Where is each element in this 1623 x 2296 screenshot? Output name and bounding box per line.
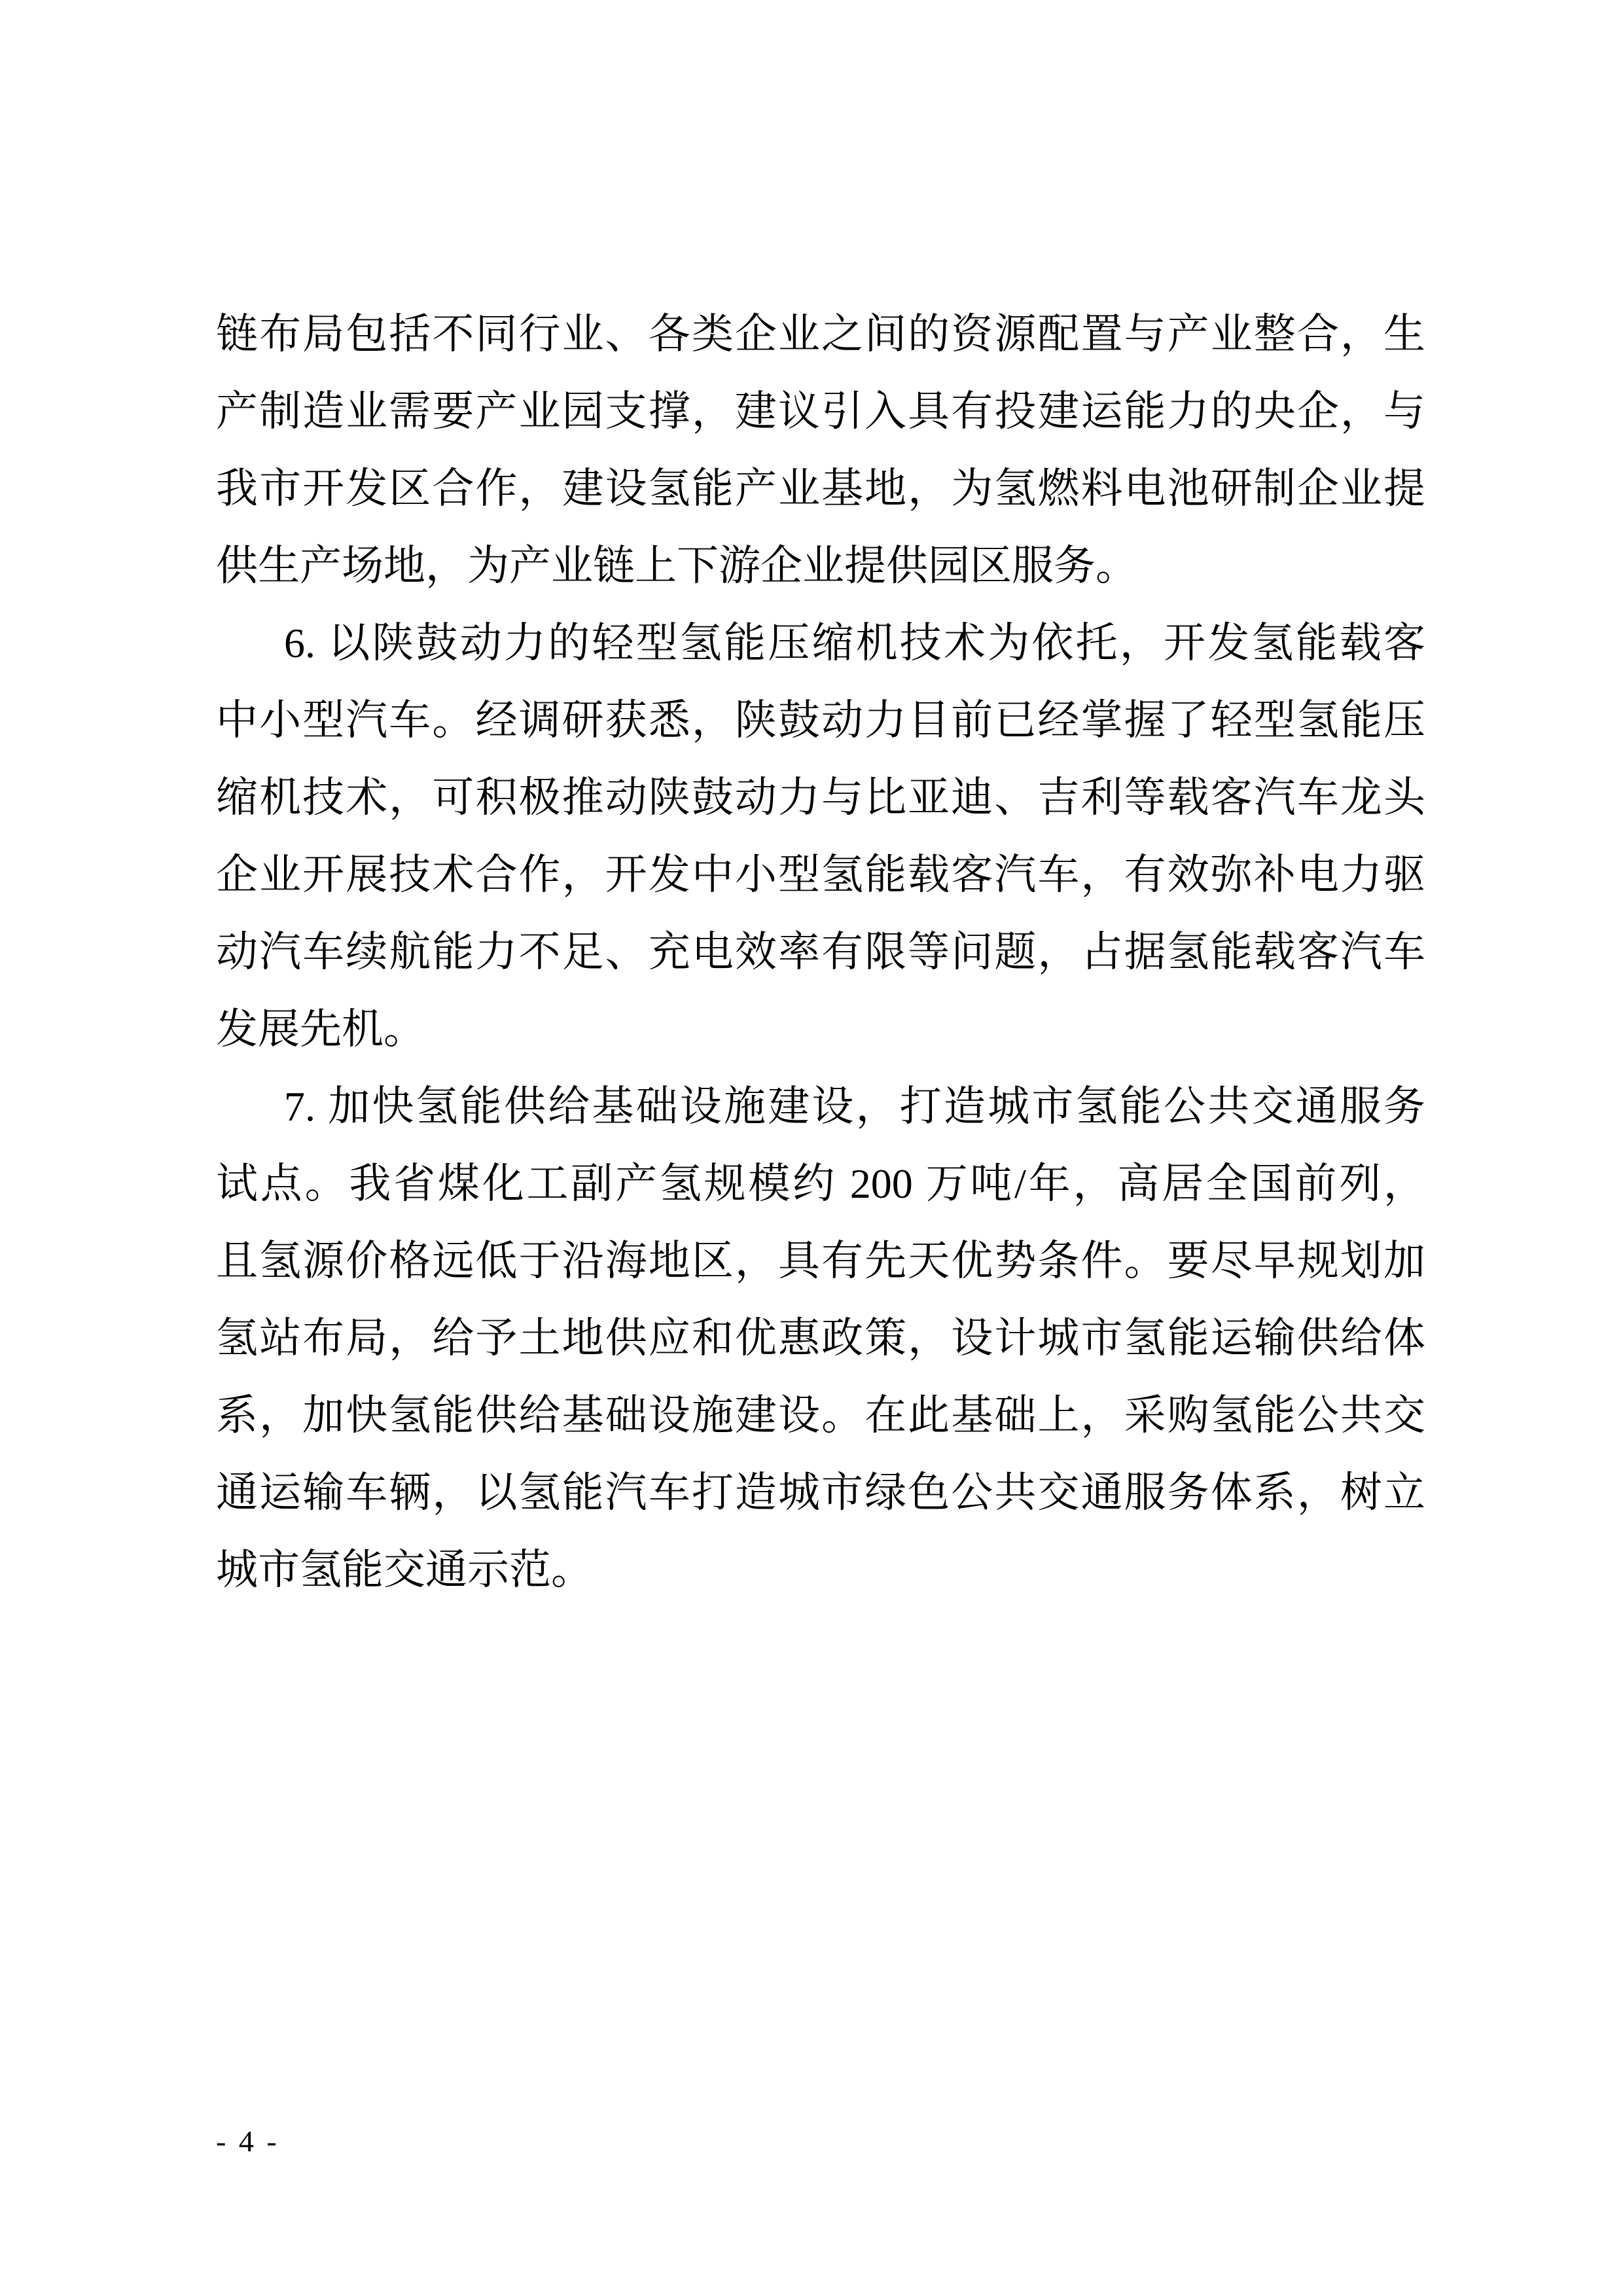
body-line: 动汽车续航能力不足、充电效率有限等问题，占据氢能载客汽车 [216,929,1425,975]
body-line-item-6-start: 6. 以陕鼓动力的轻型氢能压缩机技术为依托，开发氢能载客 [284,620,1425,666]
body-line: 缩机技术，可积极推动陕鼓动力与比亚迪、吉利等载客汽车龙头 [216,774,1425,821]
body-line: 城市氢能交通示范。 [216,1547,593,1593]
body-line-item-7-start: 7. 加快氢能供给基础设施建设，打造城市氢能公共交通服务 [284,1083,1425,1130]
body-line: 通运输车辆，以氢能汽车打造城市绿色公共交通服务体系，树立 [216,1469,1425,1516]
body-line: 中小型汽车。经调研获悉，陕鼓动力目前已经掌握了轻型氢能压 [216,697,1425,744]
body-line: 供生产场地，为产业链上下游企业提供园区服务。 [216,543,1137,589]
body-line: 系，加快氢能供给基础设施建设。在此基础上，采购氢能公共交 [216,1392,1425,1439]
page-number: - 4 - [216,2125,279,2158]
body-line: 氢站布局，给予土地供应和优惠政策，设计城市氢能运输供给体 [216,1315,1425,1361]
body-line: 试点。我省煤化工副产氢规模约 200 万吨/年，高居全国前列， [216,1160,1425,1207]
body-line: 产制造业需要产业园支撑，建议引入具有投建运能力的央企，与 [216,388,1425,435]
body-line: 我市开发区合作，建设氢能产业基地，为氢燃料电池研制企业提 [216,465,1425,512]
body-line: 且氢源价格远低于沿海地区，具有先天优势条件。要尽早规划加 [216,1238,1425,1284]
body-line: 链布局包括不同行业、各类企业之间的资源配置与产业整合，生 [216,311,1425,357]
body-line: 企业开展技术合作，开发中小型氢能载客汽车，有效弥补电力驱 [216,852,1425,898]
body-line: 发展先机。 [216,1006,425,1052]
document-body [216,296,1425,1609]
